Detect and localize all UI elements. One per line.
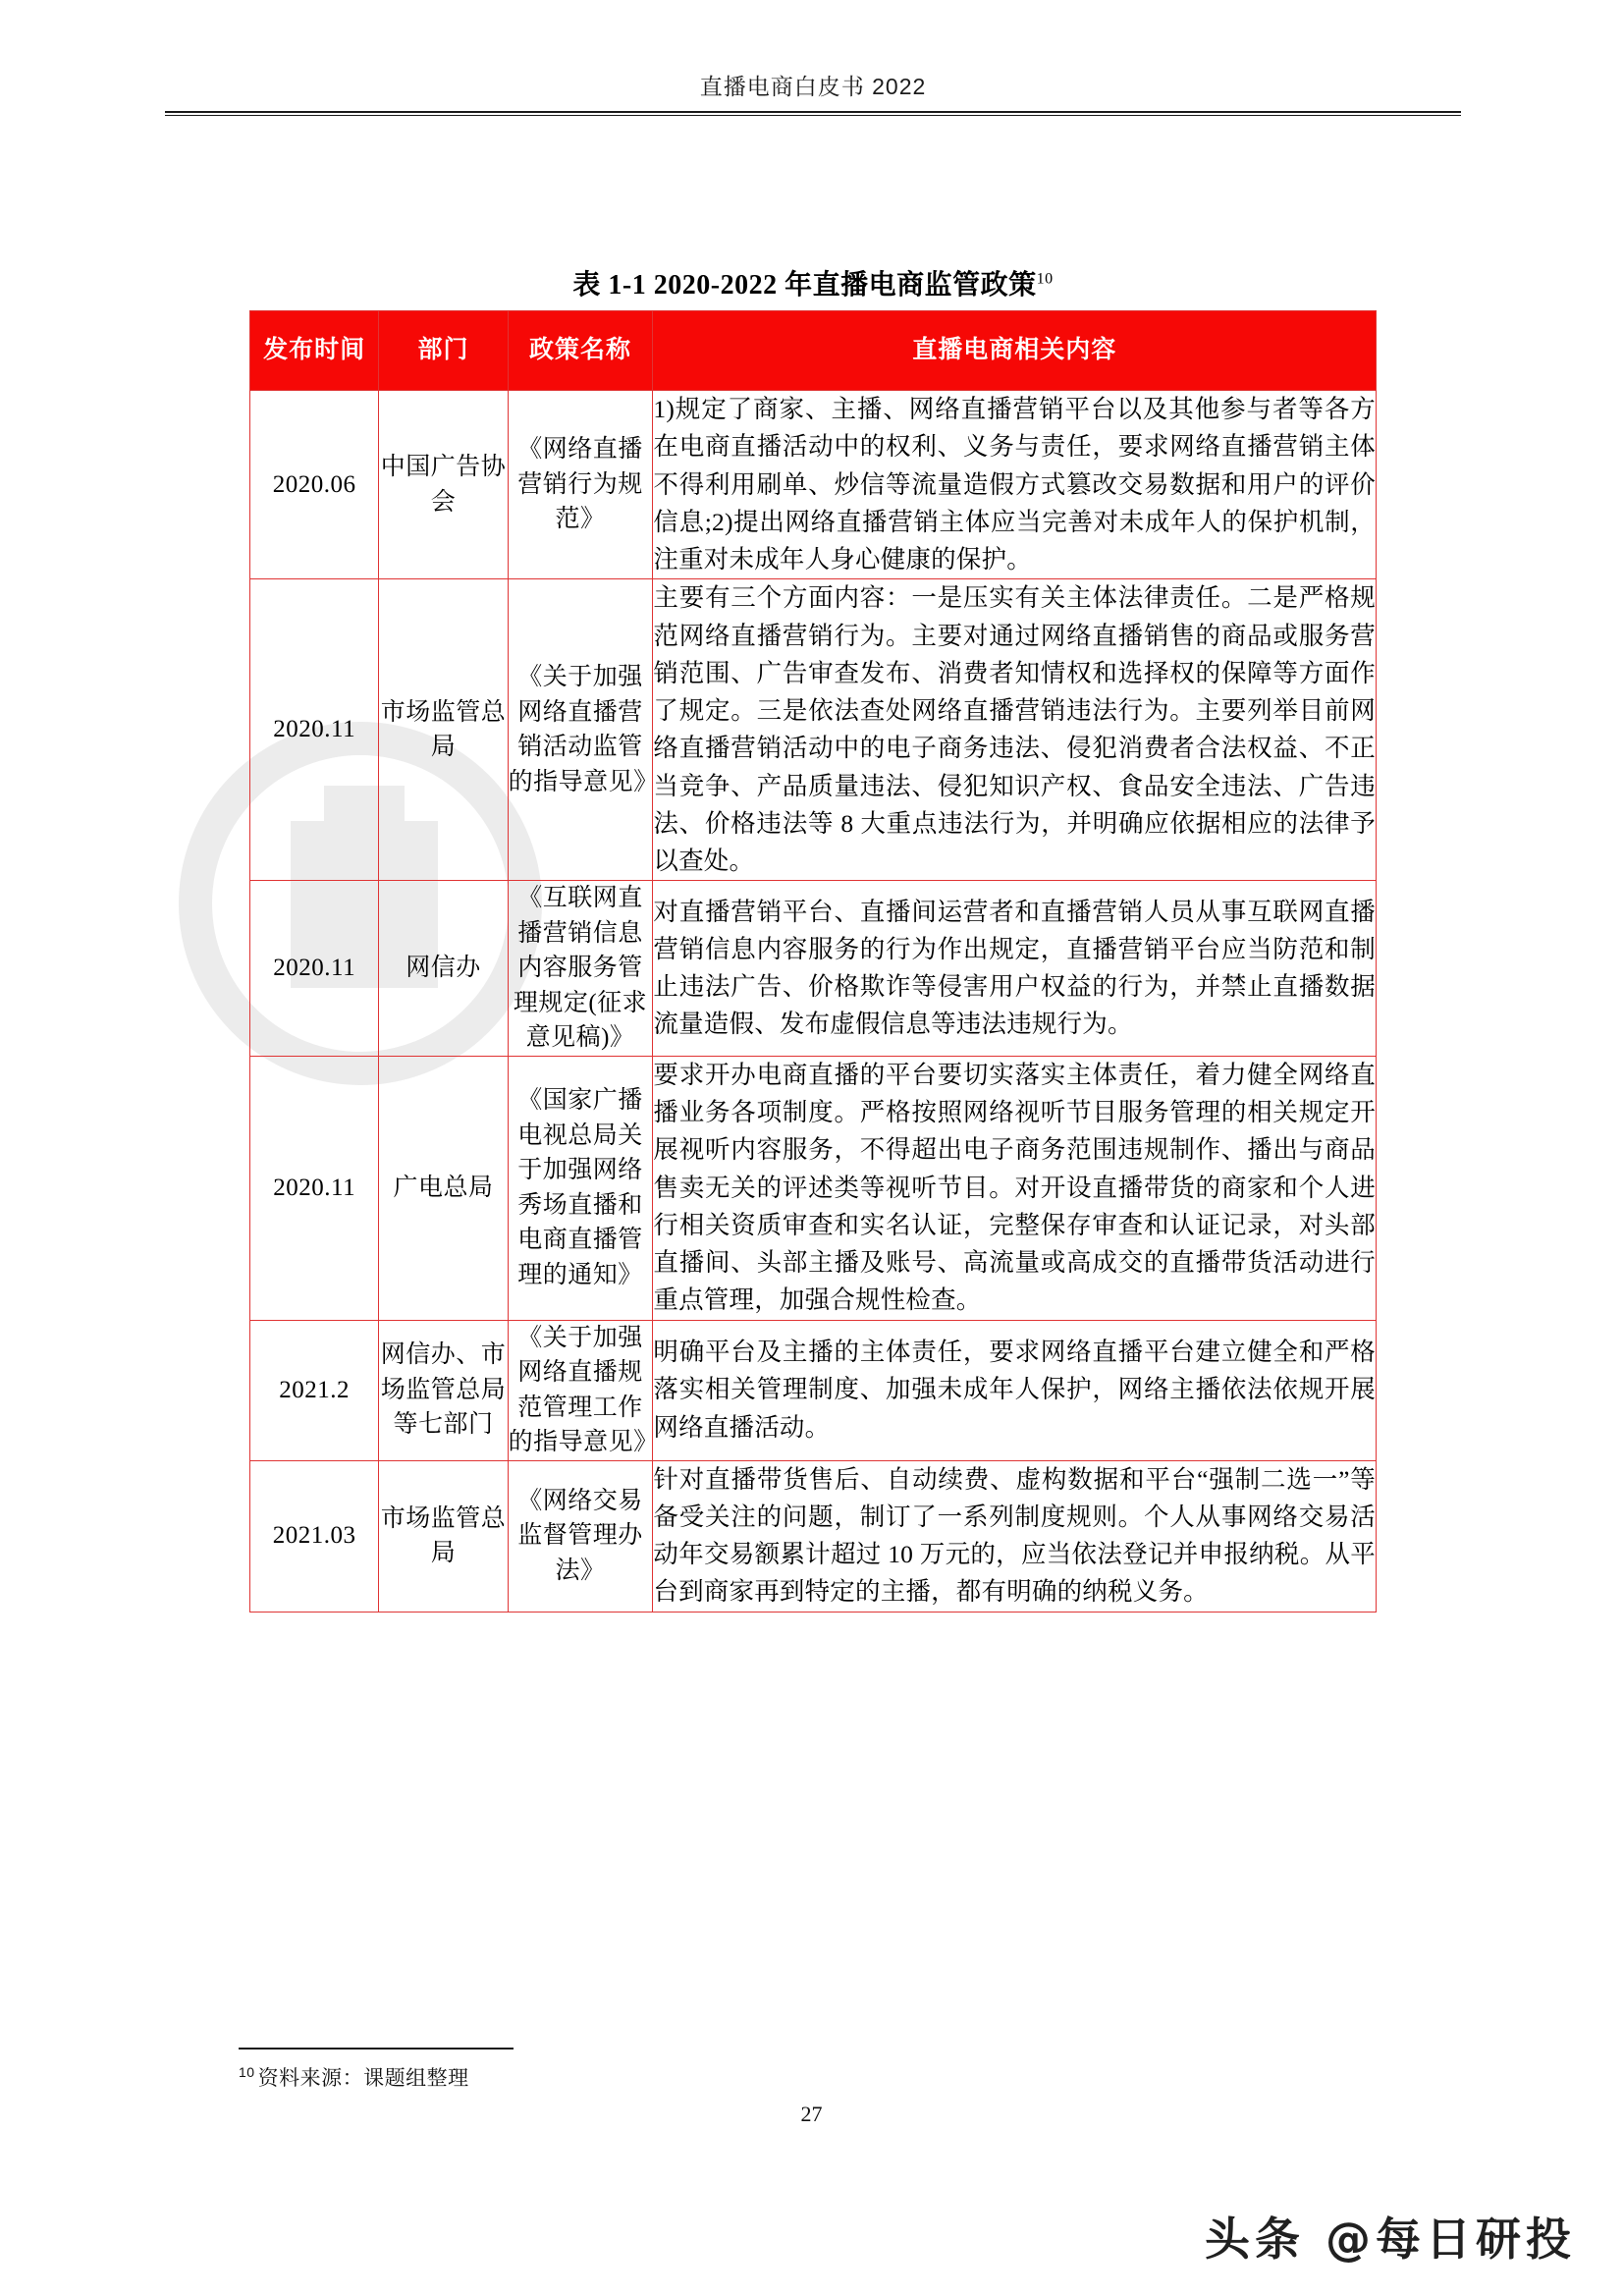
table-caption-text: 表 1-1 2020-2022 年直播电商监管政策 [572, 270, 1037, 301]
page-number: 27 [800, 2102, 823, 2126]
cell-content: 对直播营销平台、直播间运营者和直播营销人员从事互联网直播营销信息内容服务的行为作出规定，直播营销平台应当防范和制止违法广告、价格欺诈等侵害用户权益的行为，并禁止直播数据流量造假、发布虚假信息等违法违规行为。 [653, 881, 1377, 1057]
cell-department: 中国广告协会 [379, 391, 508, 579]
cell-date: 2020.06 [250, 391, 379, 579]
cell-department: 市场监管总局 [379, 579, 508, 881]
cell-content: 主要有三个方面内容：一是压实有关主体法律责任。二是严格规范网络直播营销行为。主要对通过网络直播销售的商品或服务营销范围、广告审查发布、消费者知情权和选择权的保障等方面作了规定。三是依法查处网络直播营销违法行为。主要列举目前网络直播营销活动中的电子商务违法、侵犯消费者合法权益、不正当竞争、产品质量违法、侵犯知识产权、食品安全违法、广告违法、价格违法等 8 大重点违法行为，并明确应依据相应的法律予以查处。 [653, 579, 1377, 881]
column-header-content: 直播电商相关内容 [653, 311, 1377, 391]
footnote-separator [239, 2048, 514, 2050]
brand-watermark: 头条 @每日研投 [1204, 2213, 1576, 2266]
cell-policy-name: 《国家广播电视总局关于加强网络秀场直播和电商直播管理的通知》 [508, 1056, 653, 1320]
cell-department: 广电总局 [379, 1056, 508, 1320]
cell-department: 市场监管总局 [379, 1460, 508, 1612]
cell-content: 1)规定了商家、主播、网络直播营销平台以及其他参与者等各方在电商直播活动中的权利、义务与责任，要求网络直播营销主体不得利用刷单、炒信等流量造假方式篡改交易数据和用户的评价信息;2)提出网络直播营销主体应当完善对未成年人的保护机制，注重对未成年人身心健康的保护。 [653, 391, 1377, 579]
header-rule-thick [165, 111, 1461, 113]
table-row [250, 881, 1377, 1057]
footnote-text: 资料来源：课题组整理 [257, 2067, 469, 2090]
cell-date: 2020.11 [250, 881, 379, 1057]
cell-policy-name: 《关于加强网络直播规范管理工作的指导意见》 [508, 1320, 653, 1460]
cell-date: 2021.2 [250, 1320, 379, 1460]
cell-date: 2021.03 [250, 1460, 379, 1612]
cell-department: 网信办 [379, 881, 508, 1057]
cell-policy-name: 《网络交易监督管理办法》 [508, 1460, 653, 1612]
table-row [250, 391, 1377, 579]
table-row [250, 579, 1377, 881]
table-caption [165, 263, 1461, 302]
cell-content: 针对直播带货售后、自动续费、虚构数据和平台“强制二选一”等备受关注的问题，制订了一系列制度规则。个人从事网络交易活动年交易额累计超过 10 万元的，应当依法登记并申报纳税。从平台到商家再到特定的主播，都有明确的纳税义务。 [653, 1460, 1377, 1612]
policy-table-body [250, 391, 1377, 1613]
running-header [165, 69, 1461, 116]
table-caption-footnote-marker: 10 [1036, 270, 1054, 288]
cell-date: 2020.11 [250, 1056, 379, 1320]
footnote-marker: 10 [239, 2064, 255, 2080]
cell-policy-name: 《关于加强网络直播营销活动监管的指导意见》 [508, 579, 653, 881]
table-row [250, 1320, 1377, 1460]
cell-content: 明确平台及主播的主体责任，要求网络直播平台建立健全和严格落实相关管理制度、加强未成年人保护，网络主播依法依规开展网络直播活动。 [653, 1320, 1377, 1460]
footnote [239, 2062, 469, 2092]
running-header-title: 直播电商白皮书 2022 [699, 74, 927, 99]
policy-table-wrapper [249, 310, 1377, 1613]
cell-content: 要求开办电商直播的平台要切实落实主体责任，着力健全网络直播业务各项制度。严格按照网络视听节目服务管理的相关规定开展视听内容服务，不得超出电子商务范围违规制作、播出与商品售卖无关的评述类等视听节目。对开设直播带货的商家和个人进行相关资质审查和实名认证，完整保存审查和认证记录，对头部直播间、头部主播及账号、高流量或高成交的直播带货活动进行重点管理，加强合规性检查。 [653, 1056, 1377, 1320]
column-header-policy-name: 政策名称 [508, 311, 653, 391]
header-rule-thin [165, 115, 1461, 116]
cell-policy-name: 《网络直播营销行为规范》 [508, 391, 653, 579]
column-header-date: 发布时间 [250, 311, 379, 391]
column-header-department: 部门 [379, 311, 508, 391]
cell-policy-name: 《互联网直播营销信息内容服务管理规定(征求意见稿)》 [508, 881, 653, 1057]
cell-date: 2020.11 [250, 579, 379, 881]
cell-department: 网信办、市场监管总局等七部门 [379, 1320, 508, 1460]
table-header-row [250, 311, 1377, 391]
policy-table [249, 310, 1377, 1613]
table-row [250, 1056, 1377, 1320]
table-row [250, 1460, 1377, 1612]
